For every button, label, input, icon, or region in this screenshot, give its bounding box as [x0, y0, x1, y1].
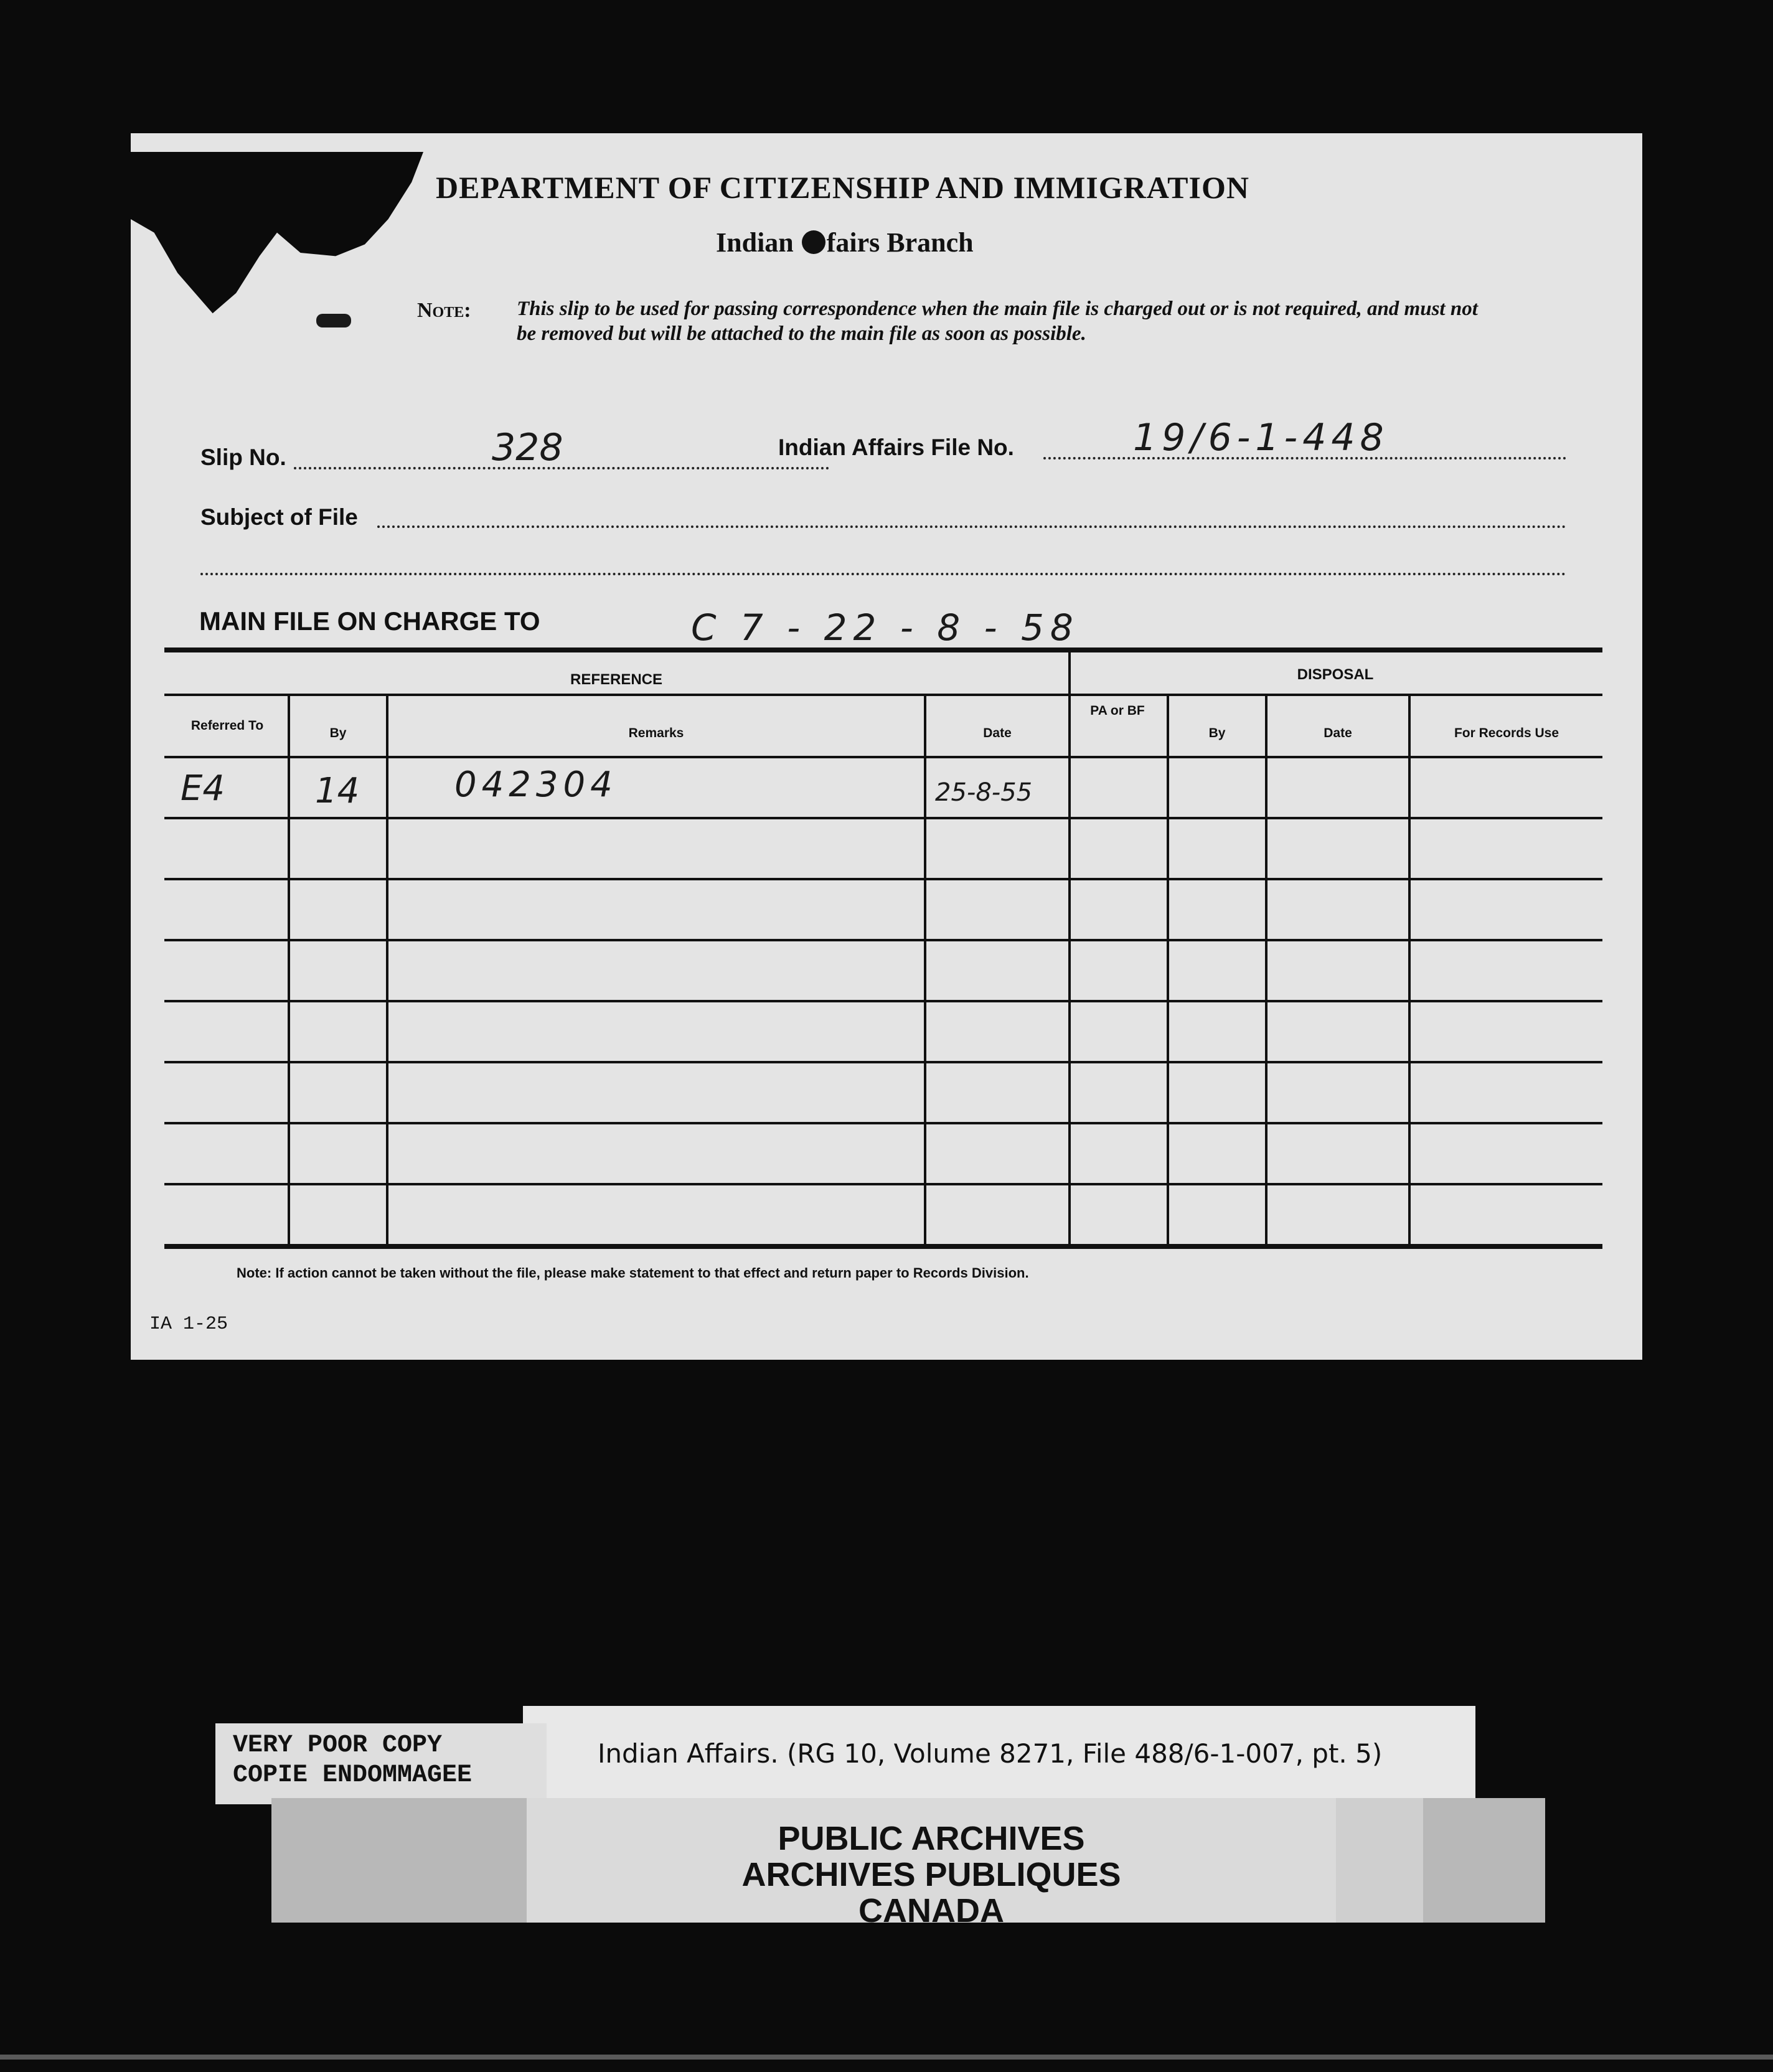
- subject-line-1: [377, 525, 1566, 528]
- subject-label: Subject of File: [200, 504, 358, 530]
- by-header: By: [329, 726, 347, 740]
- subject-line-2: [200, 573, 1566, 575]
- form-number: IA 1-25: [149, 1314, 228, 1335]
- stamp-line-1: PUBLIC ARCHIVES: [778, 1820, 1085, 1857]
- table-row-remarks: 042304: [454, 765, 618, 805]
- stamp-center-panel: [527, 1798, 1336, 1929]
- stamp-line-3: CANADA: [858, 1892, 1004, 1929]
- column-divider: [924, 694, 926, 1246]
- group-header-rule: [164, 694, 1602, 696]
- stamp-left-panel: [271, 1798, 527, 1923]
- stamp-text: [527, 1820, 1336, 1929]
- column-header-rule: [164, 756, 1602, 758]
- table-bottom-rule: [164, 1244, 1602, 1249]
- archive-reference-text: Indian Affairs. (RG 10, Volume 8271, File 488/6-1-007, pt. 5): [598, 1738, 1383, 1769]
- date-header: Date: [983, 726, 1012, 740]
- column-divider: [386, 694, 388, 1246]
- stamp-line-2: ARCHIVES PUBLIQUES: [741, 1856, 1121, 1893]
- stamp-right-panel: [1423, 1798, 1545, 1923]
- reference-group-header: REFERENCE: [570, 671, 663, 688]
- public-archives-stamp: [271, 1798, 1545, 1929]
- poor-copy-english: VERY POOR COPY: [233, 1731, 443, 1759]
- column-divider: [1167, 694, 1169, 1246]
- poor-copy-french: COPIE ENDOMMAGEE: [233, 1761, 473, 1789]
- row-rule: [164, 1061, 1602, 1063]
- referred-to-header: Referred To: [190, 718, 264, 733]
- footer-note: Note: If action cannot be taken without the file, please make statement to that effect and return paper to Records Division.: [237, 1265, 1029, 1281]
- table-row-referred-to: E4: [181, 768, 225, 809]
- main-file-charge-value: C 7 - 22 - 8 - 58: [691, 606, 1079, 649]
- torn-corner: [131, 152, 423, 320]
- note-text: This slip to be used for passing correspondence when the main file is charged out or is not required, and must not be removed but will be attached to the main file as soon as possible.: [517, 298, 1478, 345]
- records-use-header: For Records Use: [1454, 726, 1559, 740]
- table-row-date: 25-8-55: [935, 778, 1033, 807]
- column-divider: [1265, 694, 1267, 1246]
- disposal-group-header: DISPOSAL: [1297, 666, 1374, 683]
- correspondence-slip: [131, 133, 1642, 1360]
- column-divider: [288, 694, 290, 1246]
- disposal-by-header: By: [1208, 726, 1226, 740]
- table-top-rule: [164, 648, 1602, 652]
- file-number-value: 19/6-1-448: [1133, 416, 1389, 459]
- main-file-charge-label: MAIN FILE ON CHARGE TO: [199, 606, 540, 636]
- remarks-header: Remarks: [628, 726, 684, 740]
- branch-title: Indian fairs Branch: [716, 227, 974, 258]
- pa-or-bf-header: PA or BF: [1090, 704, 1145, 718]
- row-rule: [164, 878, 1602, 880]
- film-edge-rule: [0, 2055, 1773, 2060]
- department-title: DEPARTMENT OF CITIZENSHIP AND IMMIGRATION: [436, 170, 1249, 205]
- row-rule: [164, 817, 1602, 819]
- table-row-by: 14: [315, 771, 360, 811]
- row-rule: [164, 1183, 1602, 1185]
- column-divider: [1408, 694, 1411, 1246]
- row-rule: [164, 1000, 1602, 1002]
- ink-spot: [802, 230, 825, 254]
- row-rule: [164, 939, 1602, 941]
- note-label: Note:: [417, 299, 471, 322]
- archive-reference-strip: [523, 1706, 1475, 1801]
- disposal-date-header: Date: [1324, 726, 1352, 740]
- slip-number-value: 328: [492, 426, 563, 469]
- group-divider: [1068, 650, 1071, 1246]
- file-number-label: Indian Affairs File No.: [778, 435, 1014, 460]
- ink-blot: [316, 314, 351, 327]
- poor-copy-label: [215, 1723, 547, 1804]
- slip-number-label: Slip No.: [200, 445, 286, 470]
- row-rule: [164, 1122, 1602, 1124]
